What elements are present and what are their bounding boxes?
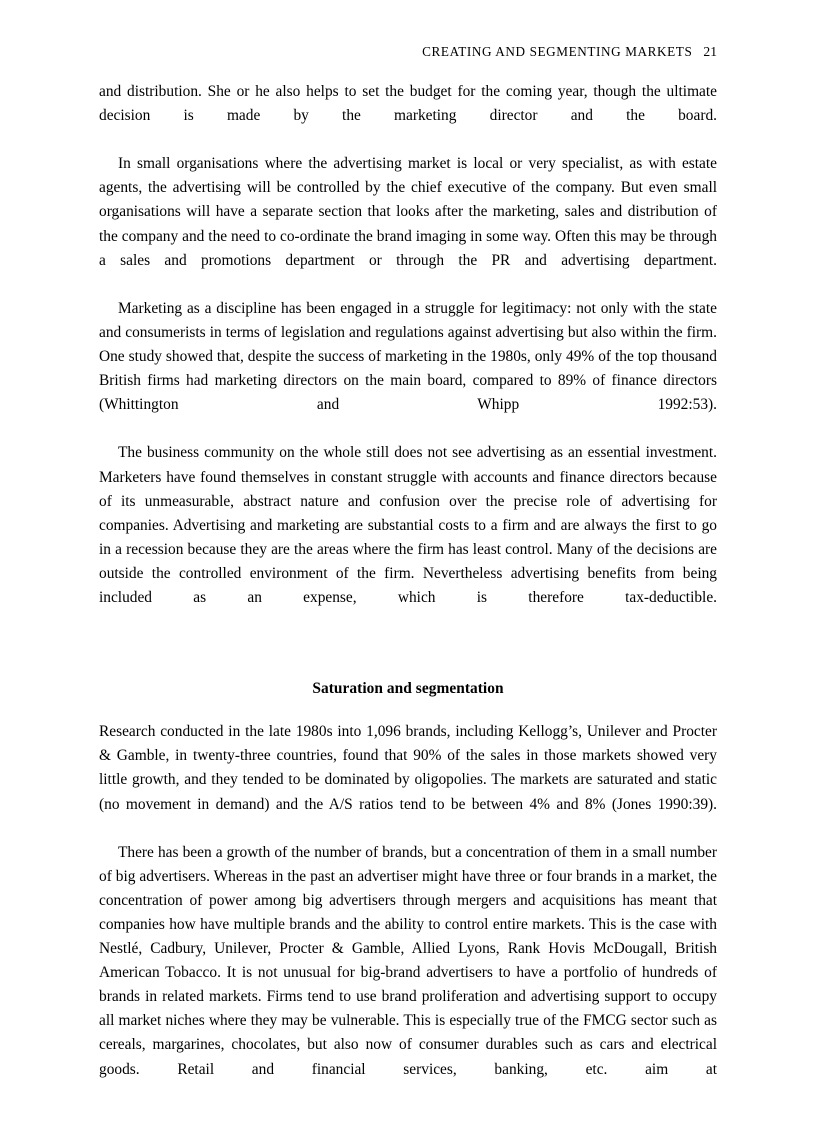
paragraph: In small organisations where the advertising market is local or very specialist, as with estate agents, the advertising will be controlled by the chief executive of the company. But even small organisations will have a separate section that looks after the marketing, sales and distribution of the company and the need to co-ordinate the brand imaging in some way. Often this may be through a sales and promotions department or through the PR and advertising department. xyxy=(99,155,717,269)
section-heading: Saturation and segmentation xyxy=(312,680,504,698)
heading-spacer-above xyxy=(99,634,717,677)
heading-spacer-below xyxy=(99,701,717,720)
page-number: 21 xyxy=(703,44,717,59)
running-head xyxy=(99,44,717,60)
running-head-title: CREATING AND SEGMENTING MARKETS xyxy=(422,44,693,59)
paragraph: and distribution. She or he also helps to set the budget for the coming year, though the ultimate decision is made by the marketing director and the board. xyxy=(99,83,717,125)
body-text-column xyxy=(99,80,717,1106)
paragraph: Marketing as a discipline has been engaged in a struggle for legitimacy: not only with the state and consumerists in terms of legislation and regulations against advertising but also within the firm. One study showed that, despite the success of marketing in the 1980s, only 49% of the top thousand British firms had marketing directors on the main board, compared to 89% of finance directors (Whittington and Whipp 1992:53). xyxy=(99,299,717,414)
paragraph: Research conducted in the late 1980s into 1,096 brands, including Kellogg’s, Unilever and Procter & Gamble, in twenty-three countries, found that 90% of the sales in those markets showed very little growth, and they tended to be dominated by oligopolies. The markets are saturated and static (no movement in demand) and the A/S ratios tend to be between 4% and 8% (Jones 1990:39). xyxy=(99,723,717,813)
paragraph: The business community on the whole still does not see advertising as an essential investment. Marketers have found themselves in constant struggle with accounts and finance directors because of its unmeasurable, abstract nature and confusion over the precise role of advertising for companies. Advertising and marketing are substantial costs to a firm and are always the first to go in a recession because they are the areas where the firm has least control. Many of the decisions are outside the controlled environment of the firm. Nevertheless advertising benefits from being included as an expense, which is therefore tax-deductible. xyxy=(99,444,717,606)
paragraph: There has been a growth of the number of brands, but a concentration of them in a small number of big advertisers. Whereas in the past an advertiser might have three or four brands in a market, the concentration of power among big advertisers through mergers and acquisitions has meant that companies how have multiple brands and the ability to control entire markets. This is the case with Nestlé, Cadbury, Unilever, Procter & Gamble, Allied Lyons, Rank Hovis McDougall, British American Tobacco. It is not unusual for big-brand advertisers to have a portfolio of hundreds of brands in related markets. Firms tend to use brand proliferation and advertising support to occupy all market niches where they may be vulnerable. This is especially true of the FMCG sector such as cereals, margarines, chocolates, but also now of consumer durables such as cars and electrical goods. Retail and financial services, banking, etc. aim at xyxy=(99,843,717,1078)
